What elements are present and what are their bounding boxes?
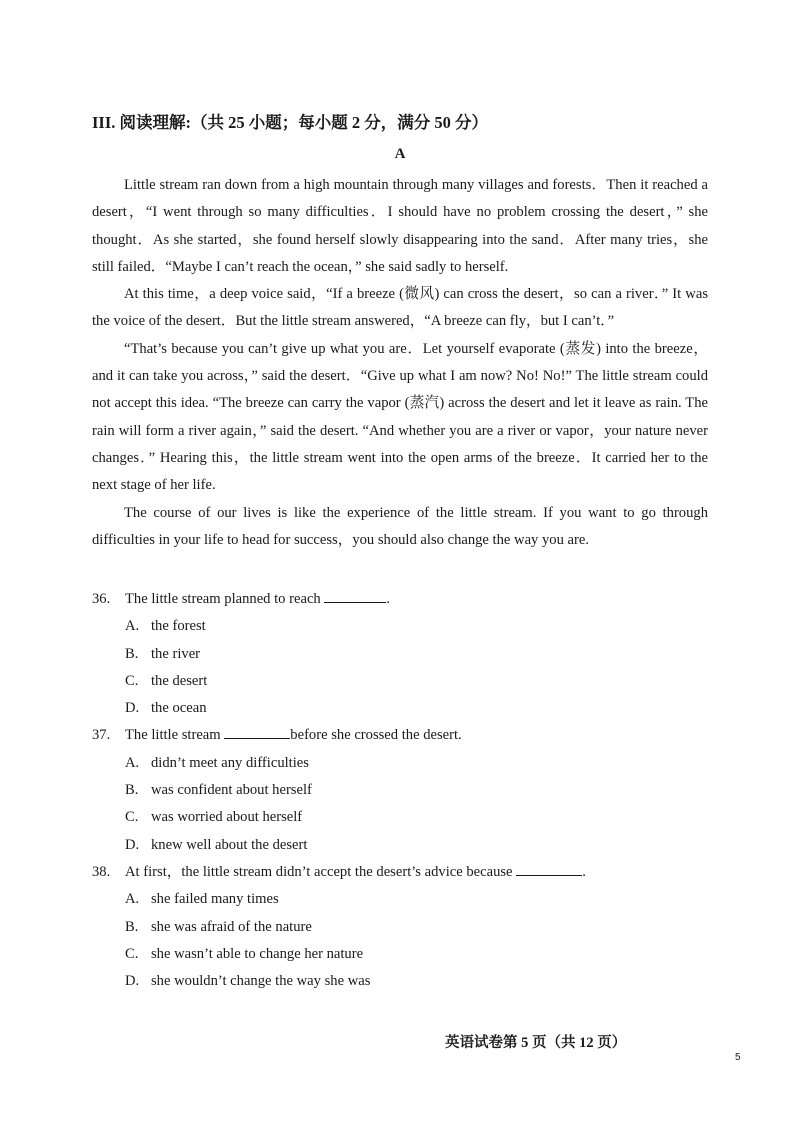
reading-passage [92,172,708,554]
page-footer: 英语试卷第 5 页（共 12 页） [445,1035,627,1051]
option-text: knew well about the desert [151,836,308,853]
option-text: was worried about herself [151,809,303,826]
option-text: the river [151,645,201,662]
option-a [92,886,708,913]
question-text: At first，the little stream didn’t accept the desert’s advice because [125,863,513,880]
option-letter: A. [125,618,140,635]
option-c [92,941,708,968]
option-a [92,613,708,640]
question-number: 36. [92,591,111,607]
section-heading: III. 阅读理解:（共 25 小题；每小题 2 分，满分 50 分） [92,113,489,132]
option-text: she failed many times [151,891,279,908]
option-c [92,668,708,695]
option-letter: C. [125,809,139,826]
page-number: 5 [735,1052,741,1063]
option-letter: D. [125,973,140,990]
question-text-end: . [582,863,586,880]
question-text-end: . [386,591,391,607]
answer-blank [224,723,290,739]
question-text-end: before she crossed the desert. [290,727,462,744]
question-number: 37. [92,727,111,744]
option-text: she wouldn’t change the way she was [151,973,371,990]
option-b [92,641,708,668]
option-d [92,695,708,722]
option-letter: D. [125,836,140,853]
option-letter: C. [125,672,139,689]
option-d [92,968,708,995]
option-letter: C. [125,945,139,962]
option-text: was confident about herself [151,782,312,799]
option-text: the desert [151,672,208,689]
option-letter: A. [125,891,140,908]
question-text: The little stream [125,727,221,744]
option-text: didn’t meet any difficulties [151,754,309,771]
question-36 [92,586,708,722]
option-text: she was afraid of the nature [151,918,312,935]
passage-paragraph: “That’s because you can’t give up what you are．Let yourself evaporate (蒸发) into the breeze，and it can take you across，” said the desert．“Give up what I am now? No! No!” The little stream could not accept this idea. “The breeze can carry the vapor (蒸汽) across the desert and let it leave as rain. The rain will form a river again，” said the desert. “And whether you are a river or vapor，your nature never changes．” Hearing this，the little stream went into the open arms of the breeze．It carried her to the next stage of her life. [92,340,708,494]
question-list [92,586,708,995]
option-text: the forest [151,618,206,635]
passage-paragraph: At this time，a deep voice said，“If a breeze (微风) can cross the desert，so can a river．” It was the voice of the desert．But the little stream answered，“A breeze can fly，but I can’t．” [92,286,708,330]
question-text: The little stream planned to reach [125,591,321,607]
passage-paragraph: Little stream ran down from a high mountain through many villages and forests．Then it reached a desert，“I went through so many difficulties．I should have no problem crossing the desert，” she thought．As she started，she found herself slowly disappearing into the sand．After many tries，she still failed．“Maybe I can’t reach the ocean，” she said sadly to herself. [92,177,708,275]
option-d [92,832,708,859]
answer-blank [516,860,582,876]
passage-paragraph: The course of our lives is like the experience of the little stream. If you want to go through difficulties in your life to head for success，you should also change the way you are. [92,504,708,548]
question-stem [92,859,708,886]
option-letter: B. [125,918,139,935]
option-letter: B. [125,645,139,662]
question-stem [92,586,708,613]
option-text: she wasn’t able to change her nature [151,945,364,962]
question-38 [92,859,708,995]
option-letter: B. [125,782,139,799]
question-37 [92,722,708,858]
option-a [92,750,708,777]
option-letter: D. [125,700,140,717]
option-c [92,804,708,831]
option-b [92,777,708,804]
question-number: 38. [92,863,111,880]
option-b [92,914,708,941]
passage-label: A [394,146,406,162]
option-text: the ocean [151,700,207,717]
question-stem [92,722,708,749]
answer-blank [324,587,386,603]
option-letter: A. [125,754,140,771]
